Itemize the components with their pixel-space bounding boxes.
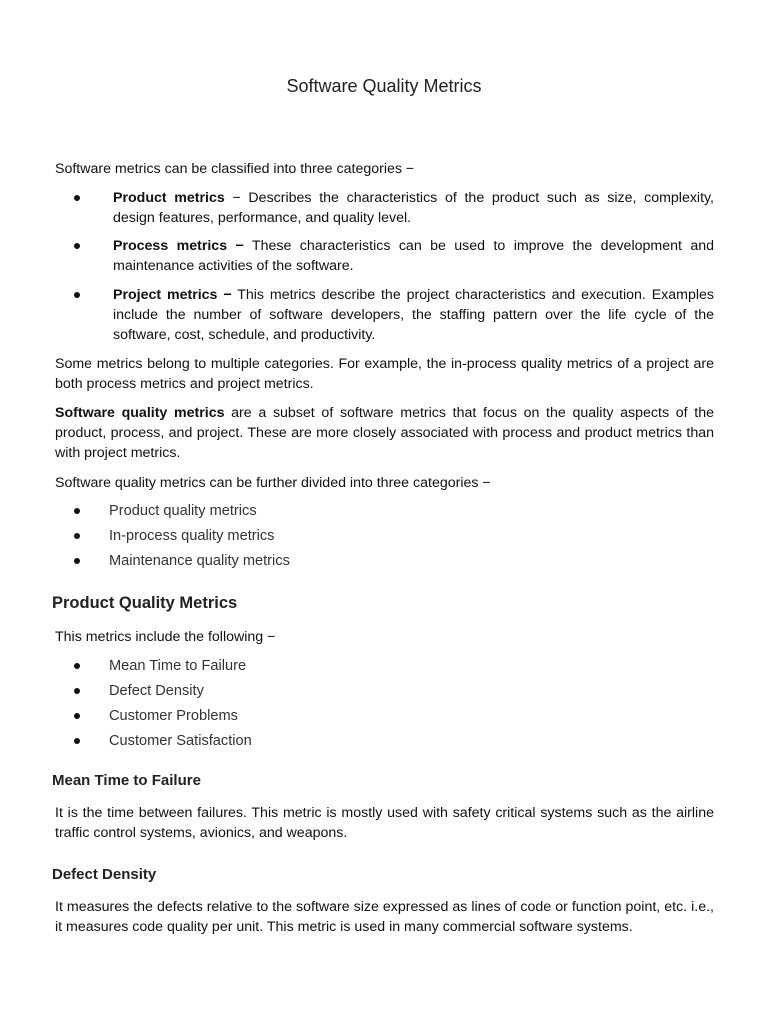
heading-defect-density: Defect Density bbox=[52, 866, 157, 883]
bullet-icon bbox=[74, 195, 82, 203]
product-quality-intro: This metrics include the following − bbox=[55, 629, 276, 645]
list-item-text: Customer Satisfaction bbox=[109, 733, 252, 749]
defect-density-paragraph: It measures the defects relative to the software size expressed as lines of code or function point, etc. i.e., it measures code quality per unit. This metric is used in many commercial software systems. bbox=[55, 899, 714, 935]
list-item-text: Mean Time to Failure bbox=[109, 658, 247, 674]
sqm-term: Software quality metrics bbox=[55, 405, 225, 421]
bullet-icon bbox=[74, 558, 82, 566]
bullet-icon bbox=[74, 663, 82, 671]
multiple-categories-paragraph: Some metrics belong to multiple categories. For example, the in-process quality metrics of a project are both process metrics and project metrics. bbox=[55, 356, 714, 392]
list-item-text: Customer Problems bbox=[109, 708, 238, 724]
document-title: Software Quality Metrics bbox=[286, 76, 482, 96]
list-item-text: Product quality metrics bbox=[109, 503, 257, 519]
list-item-text: In-process quality metrics bbox=[109, 528, 275, 544]
bullet-icon bbox=[74, 738, 82, 746]
sqm-divided-paragraph: Software quality metrics can be further divided into three categories − bbox=[55, 475, 491, 491]
term-label: Process metrics − bbox=[113, 238, 244, 254]
bullet-icon bbox=[74, 508, 82, 516]
heading-mean-time-to-failure: Mean Time to Failure bbox=[52, 772, 201, 789]
list-item-text: Maintenance quality metrics bbox=[109, 553, 290, 569]
list-item-text: Defect Density bbox=[109, 683, 204, 699]
term-description: These characteristics can be used to improve the development and maintenance activities of the software. bbox=[113, 238, 714, 274]
bullet-icon bbox=[74, 243, 82, 251]
term-description: − Describes the characteristics of the product such as size, complexity, design features, performance, and quality level. bbox=[113, 190, 715, 226]
list-item-text bbox=[113, 285, 714, 345]
sqm-description: are a subset of software metrics that focus on the quality aspects of the product, process, and project. These are more closely associated with process and product metrics than with project metrics. bbox=[55, 405, 714, 461]
list-item-text bbox=[113, 188, 714, 228]
list-item-text bbox=[113, 236, 714, 276]
bullet-icon bbox=[74, 533, 82, 541]
term-label: Project metrics − bbox=[113, 287, 232, 303]
term-label: Product metrics bbox=[113, 190, 225, 206]
intro-paragraph: Software metrics can be classified into three categories − bbox=[55, 161, 415, 177]
bullet-icon bbox=[74, 713, 82, 721]
term-description: This metrics describe the project characteristics and execution. Examples include the number of software developers, the staffing pattern over the life cycle of the software, cost, schedule, and productivity. bbox=[113, 287, 714, 343]
bullet-icon bbox=[74, 292, 82, 300]
sqm-definition-paragraph bbox=[55, 403, 714, 463]
mttf-paragraph: It is the time between failures. This metric is mostly used with safety critical systems such as the airline traffic control systems, avionics, and weapons. bbox=[55, 805, 714, 841]
heading-product-quality-metrics: Product Quality Metrics bbox=[52, 594, 238, 612]
bullet-icon bbox=[74, 688, 82, 696]
